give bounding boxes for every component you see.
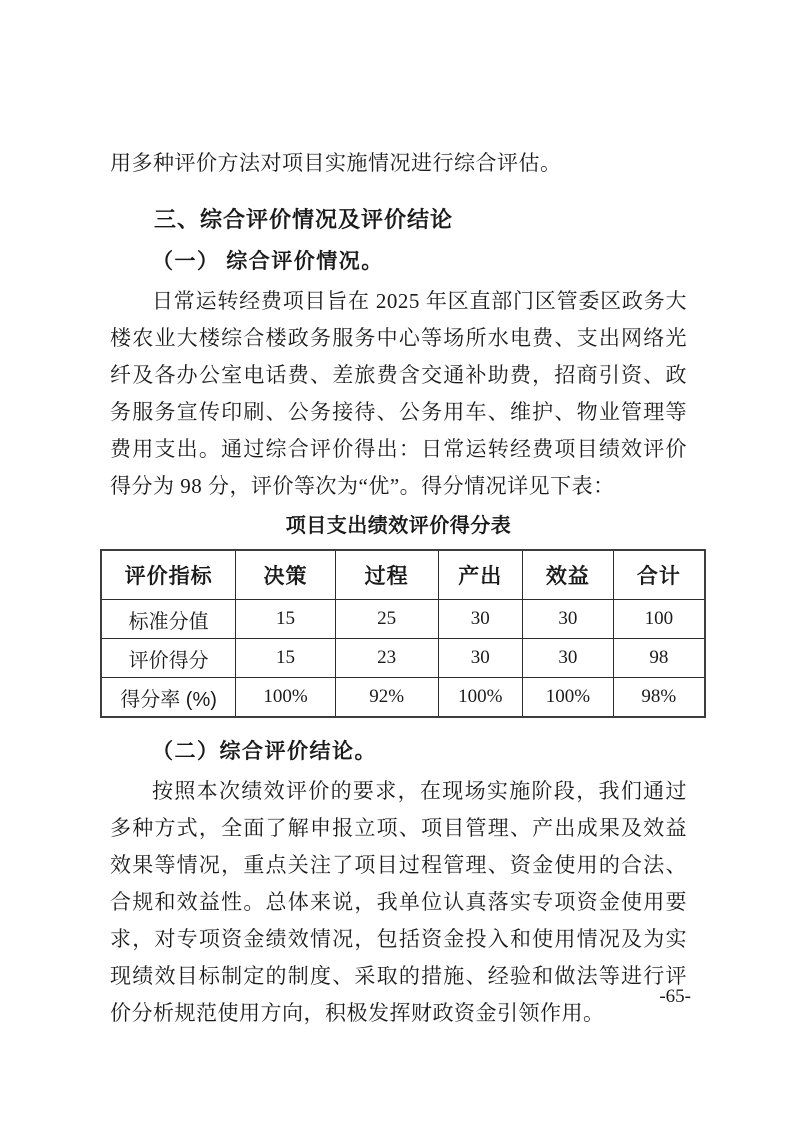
table-header-cell: 产出 <box>438 550 523 600</box>
table-cell: 100% <box>236 678 336 718</box>
table-cell: 30 <box>523 600 614 639</box>
table-cell: 30 <box>438 639 523 678</box>
table-header-cell: 效益 <box>523 550 614 600</box>
page-number: -65- <box>659 986 691 1007</box>
table-cell: 100 <box>613 600 705 639</box>
table-title: 项目支出绩效评价得分表 <box>285 515 512 537</box>
table-cell: 100% <box>438 678 523 718</box>
table-cell: 92% <box>335 678 438 718</box>
table-header-cell: 决策 <box>236 550 336 600</box>
subsection-1-heading: （一） 综合评价情况。 <box>152 249 384 273</box>
table-cell: 25 <box>335 600 438 639</box>
table-header-cell: 评价指标 <box>101 550 236 600</box>
subsection-1-paragraph: 日常运转经费项目旨在 2025 年区直部门区管委区政务大楼农业大楼综合楼政务服务中心等场所水电费、支出网络光纤及各办公室电话费、差旅费含交通补助费，招商引资、政务服务宣传印刷、公务接待、公务用车、维护、物业管理等费用支出。通过综合评价得出：日常运转经费项目绩效评价得分为 98 分，评价等次为“优”。得分情况详见下表： <box>110 289 687 498</box>
paragraph-continuation: 用多种评价方法对项目实施情况进行综合评估。 <box>110 151 562 175</box>
table-row <box>101 678 705 718</box>
subsection-2-paragraph: 按照本次绩效评价的要求，在现场实施阶段，我们通过多种方式，全面了解申报立项、项目管理、产出成果及效益效果等情况，重点关注了项目过程管理、资金使用的合法、合规和效益性。总体来说，我单位认真落实专项资金使用要求，对专项资金绩效情况，包括资金投入和使用情况及为实现绩效目标制定的制度、采取的措施、经验和做法等进行评价分析规范使用方向，积极发挥财政资金引领作用。 <box>110 779 687 1025</box>
table-row <box>101 639 705 678</box>
table-cell: 98% <box>613 678 705 718</box>
row-label: 得分率 (%) <box>101 678 236 718</box>
table-cell: 100% <box>523 678 614 718</box>
table-cell: 15 <box>236 600 336 639</box>
row-label: 标准分值 <box>101 600 236 639</box>
table-cell: 30 <box>438 600 523 639</box>
table-cell: 30 <box>523 639 614 678</box>
table-cell: 15 <box>236 639 336 678</box>
table-header-cell: 合计 <box>613 550 705 600</box>
table-header-row <box>101 550 705 600</box>
table-cell: 98 <box>613 639 705 678</box>
section-heading: 三、综合评价情况及评价结论 <box>154 207 454 232</box>
subsection-2-heading: （二）综合评价结论。 <box>152 739 377 763</box>
table-header-cell: 过程 <box>335 550 438 600</box>
table-cell: 23 <box>335 639 438 678</box>
table-row <box>101 600 705 639</box>
row-label: 评价得分 <box>101 639 236 678</box>
score-table <box>100 549 706 718</box>
